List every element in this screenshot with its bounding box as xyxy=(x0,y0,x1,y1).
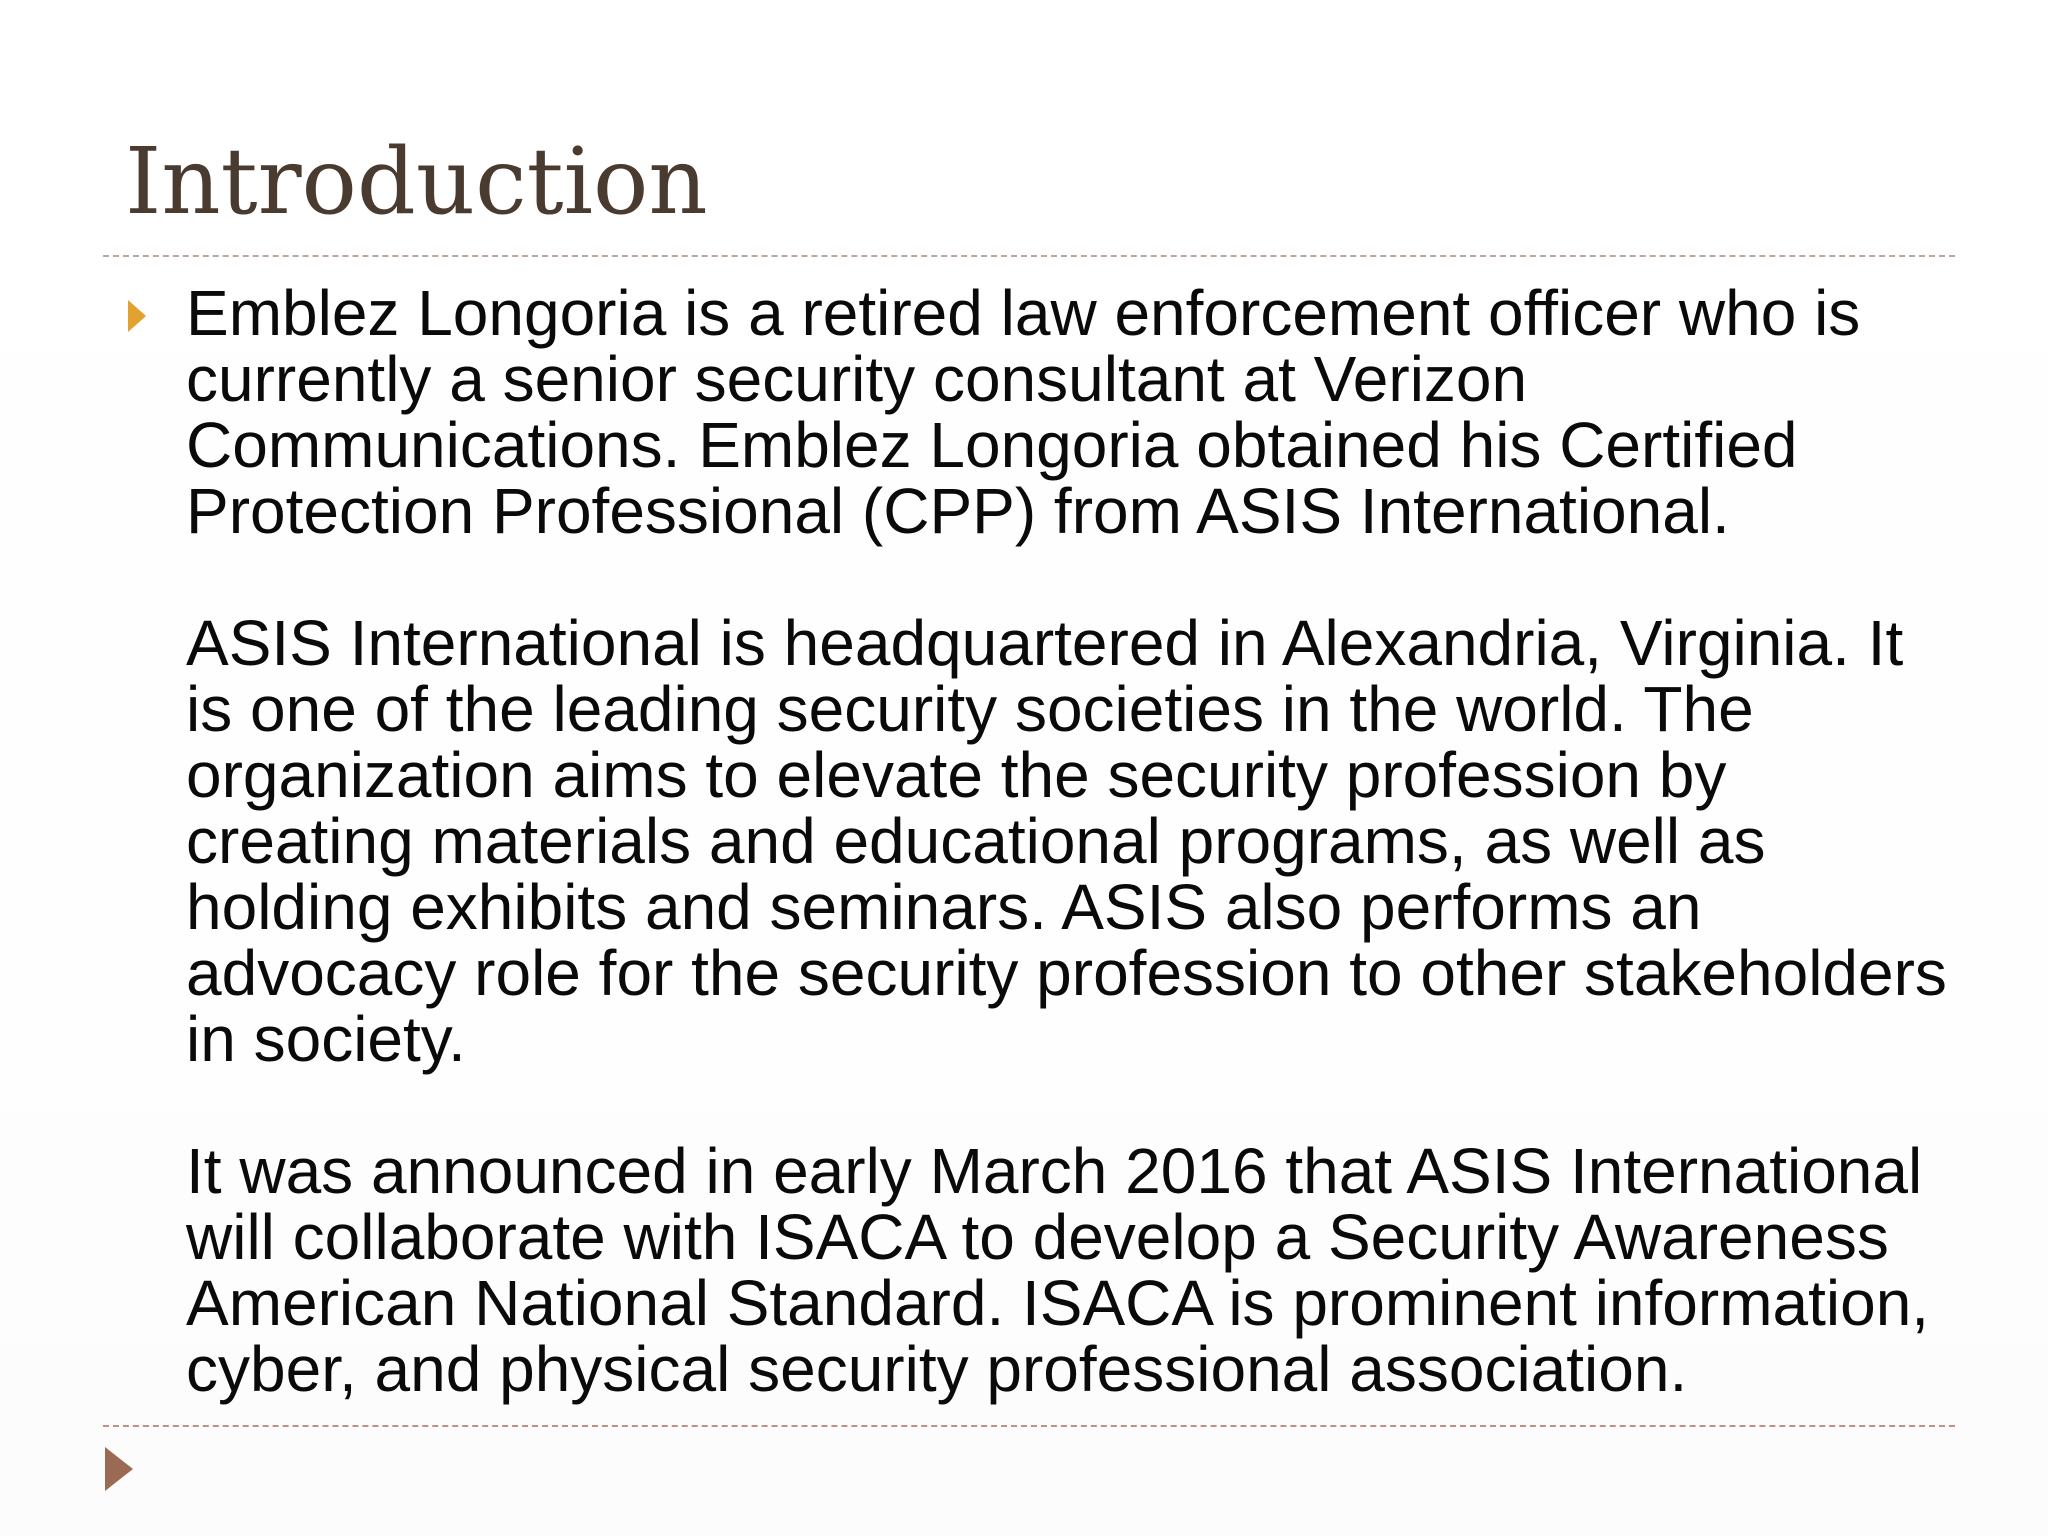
footer-divider xyxy=(103,1425,1955,1427)
slide-title: Introduction xyxy=(125,128,708,235)
triangle-bullet-icon xyxy=(128,300,146,332)
corner-triangle-icon xyxy=(105,1447,133,1491)
bullet-text: Emblez Longoria is a retired law enforcement officer who is currently a senior security consultant at Verizon Communications. Emblez Longoria obtained his Certified Protection Professional (CPP) from ASIS International. ASIS International is headquartered in Alexandria, Virginia. It is one of the leading security societies in the world. The organization aims to elevate the security profession by creating materials and educational programs, as well as holding exhibits and seminars. ASIS also performs an advocacy role for the security profession to other stakeholders in society. It was announced in early March 2016 that ASIS International will collaborate with ISACA to develop a Security Awareness American National Standard. ISACA is prominent information, cyber, and physical security professional association. xyxy=(186,277,1947,1405)
title-divider xyxy=(103,255,1955,257)
